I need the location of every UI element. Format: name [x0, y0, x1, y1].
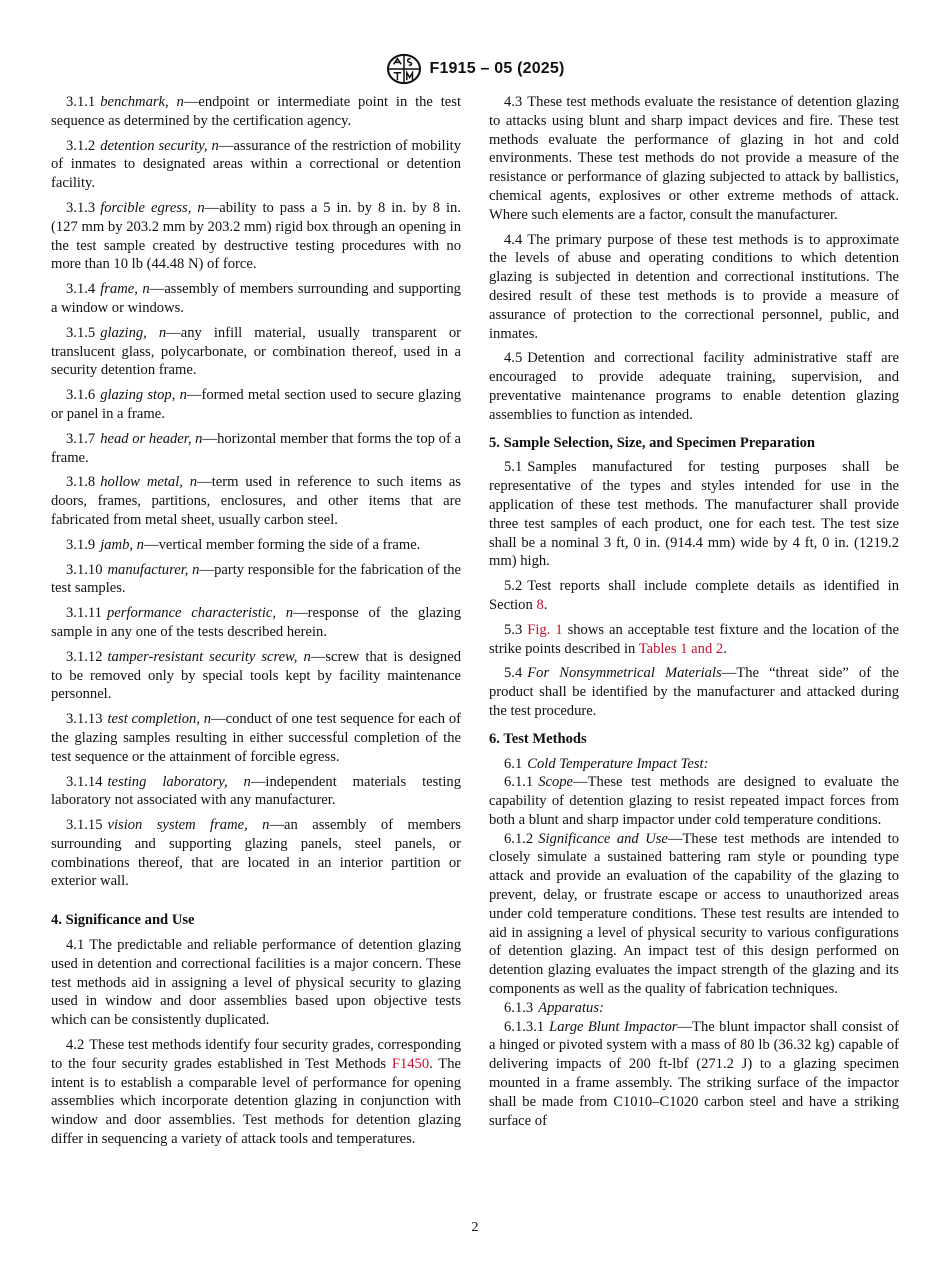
- paragraph-5-1: 5.1 Samples manufactured for testing purposes shall be representative of the types and styles intended for use in the application of these test methods. The manufacturer shall provide three test samples of each product, one for each test. The test size shall be a nominal 3 ft, 0 in. (914.4 mm) wide by 4 ft, 0 in. (1219.2 mm) high.: [489, 459, 899, 570]
- definition-3-1-13: 3.1.13 test completion, n—conduct of one test sequence for each of the glazing samples resulting in either successful completion of the test sequence or the attainment of forcible egress.: [51, 711, 461, 765]
- definition-3-1-4: 3.1.4 frame, n—assembly of members surrounding and supporting a window or windows.: [51, 281, 461, 316]
- paragraph-6-1: 6.1 Cold Temperature Impact Test:: [504, 755, 709, 772]
- paragraph-5-3: 5.3 Fig. 1 shows an acceptable test fixture and the location of the strike points described in Tables 1 and 2.: [489, 621, 900, 657]
- paragraph-4-3: 4.3 These test methods evaluate the resistance of detention glazing to attacks using blunt and sharp impact devices and fire. These test methods evaluate the performance of glazing in hot and cold environments. These test methods do not provide a measure of the resistance or performance of glazing subjected to attack by ballistics, chemical agents, explosives or other extreme methods of attack. Where such elements are a factor, consult the manufacturer.: [489, 94, 899, 223]
- document-designation: F1915 – 05 (2025): [429, 60, 565, 77]
- definition-3-1-1: 3.1.1 benchmark, n—endpoint or intermediate point in the test sequence as determined by the certification agency.: [51, 94, 462, 129]
- definition-3-1-3: 3.1.3 forcible egress, n—ability to pass a 5 in. by 8 in. by 8 in. (127 mm by 203.2 mm by 203.2 mm) rigid box through an opening in the test sample created by destructive testing procedures with no more than 10 lb (44.48 N) of force.: [51, 199, 462, 273]
- paragraph-6-1-3: 6.1.3 Apparatus:: [504, 999, 604, 1016]
- definition-3-1-11: 3.1.11 performance characteristic, n—response of the glazing sample in any one of the tests described herein.: [51, 605, 461, 640]
- paragraph-5-2: 5.2 Test reports shall include complete details as identified in Section 8.: [489, 578, 899, 613]
- paragraph-6-1-2: 6.1.2 Significance and Use—These test methods are intended to closely simulate a sustained battering ram style or pounding type attack and provide an evaluation of the capability of the glazing to prevent, delay, or frustrate escape or access to unauthorized areas under cold temperature conditions. These test results are intended to aid in assigning a level of physical security to various configurations of detention glazing. An impact test of this design performed on detention glazing evaluates the impact strength of the glazing and its components as well as the quality of fabrication techniques.: [489, 830, 899, 998]
- left-column: [51, 93, 461, 1155]
- paragraph-4-1: 4.1 The predictable and reliable performance of detention glazing used in detention and correctional facilities is a major concern. These test methods aid in assigning a level of physical security to glazing used in window and door assemblies based upon objective tests which can be consistently duplicated.: [51, 937, 461, 1029]
- link-f1450[interactable]: F1450: [391, 1055, 430, 1072]
- paragraph-6-1-3-1: 6.1.3.1 Large Blunt Impactor—The blunt impactor shall consist of a hinged or pivoted system with a mass of 80 lb (36.32 kg) capable of delivering impacts of 200 ft-lbf (271.2 J) to a glazing specimen mounted in a frame assembly. The striking surface of the impactor shall be made from C1010–C1020 carbon steel and have a striking surface of: [489, 1018, 900, 1129]
- definition-3-1-8: 3.1.8 hollow metal, n—term used in reference to such items as doors, frames, partitions, enclosures, and other items that are fabricated from metal sheet, usually carbon steel.: [51, 474, 461, 528]
- paragraph-4-4: 4.4 The primary purpose of these test methods is to approximate the levels of abuse and operating conditions to which detention glazing is subjected in detention and correctional institutions. The desired result of these test methods is to provide a measure of assurance of protection to the correctional personnel, public, and inmates.: [489, 231, 899, 342]
- paragraph-6-1-1: 6.1.1 Scope—These test methods are designed to evaluate the capability of detention glazing to resist repeated impact forces from both a blunt and sharp impactor under cold temperature conditions.: [489, 774, 899, 828]
- paragraph-4-5: 4.5 Detention and correctional facility administrative staff are encouraged to provide adequate training, supervision, and preventative maintenance programs to enable detention glazing assemblies to function as intended.: [489, 350, 899, 423]
- paragraph-5-4: 5.4 For Nonsymmetrical Materials—The “threat side” of the product shall be identified by the manufacturer and attacked during the test procedure.: [489, 665, 899, 719]
- definition-3-1-7: 3.1.7 head or header, n—horizontal member that forms the top of a frame.: [51, 430, 461, 466]
- right-column: [489, 93, 899, 1130]
- definition-3-1-6: 3.1.6 glazing stop, n—formed metal section used to secure glazing or panel in a frame.: [51, 387, 461, 422]
- page-number: 2: [471, 1220, 479, 1235]
- link-tables-1-2[interactable]: Tables 1 and 2: [638, 640, 724, 657]
- page-header: [0, 52, 950, 86]
- definition-3-1-14: 3.1.14 testing laboratory, n—independent materials testing laboratory not associated with any manufacturer.: [51, 773, 461, 809]
- definition-3-1-5: 3.1.5 glazing, n—any infill material, usually transparent or translucent glass, polycarbonate, or combination thereof, used in a security detention frame.: [51, 324, 461, 379]
- astm-logo-icon: [385, 53, 423, 85]
- definition-3-1-12: 3.1.12 tamper-resistant security screw, n—screw that is designed to be removed only by special tools kept by facility maintenance personnel.: [51, 648, 461, 703]
- link-section-8[interactable]: 8: [536, 596, 544, 613]
- section-6-heading: 6. Test Methods: [489, 730, 587, 747]
- definition-3-1-15: 3.1.15 vision system frame, n—an assembly of members surrounding and supporting glazing panels, steel panels, or combinations thereof, that are located in an interior partition or exterior wall.: [51, 817, 461, 890]
- section-4-heading: 4. Significance and Use: [51, 912, 195, 929]
- definition-3-1-2: 3.1.2 detention security, n—assurance of the restriction of mobility of inmates to designated areas within a correctional or detention facility.: [51, 137, 461, 192]
- link-fig-1[interactable]: Fig. 1: [527, 621, 563, 638]
- definition-3-1-9: 3.1.9 jamb, n—vertical member forming the side of a frame.: [66, 536, 421, 553]
- section-5-heading: 5. Sample Selection, Size, and Specimen Preparation: [489, 434, 816, 451]
- definition-3-1-10: 3.1.10 manufacturer, n—party responsible for the fabrication of the test samples.: [51, 561, 461, 597]
- paragraph-4-2: 4.2 These test methods identify four security grades, corresponding to the four security grades established in Test Methods F1450. The intent is to establish a comparable level of performance for opening assemblies which incorporate detention glazing in conjunction with window and door assemblies. Test methods for detention glazing differ in sequencing a variety of attack tools and temperatures.: [51, 1037, 461, 1148]
